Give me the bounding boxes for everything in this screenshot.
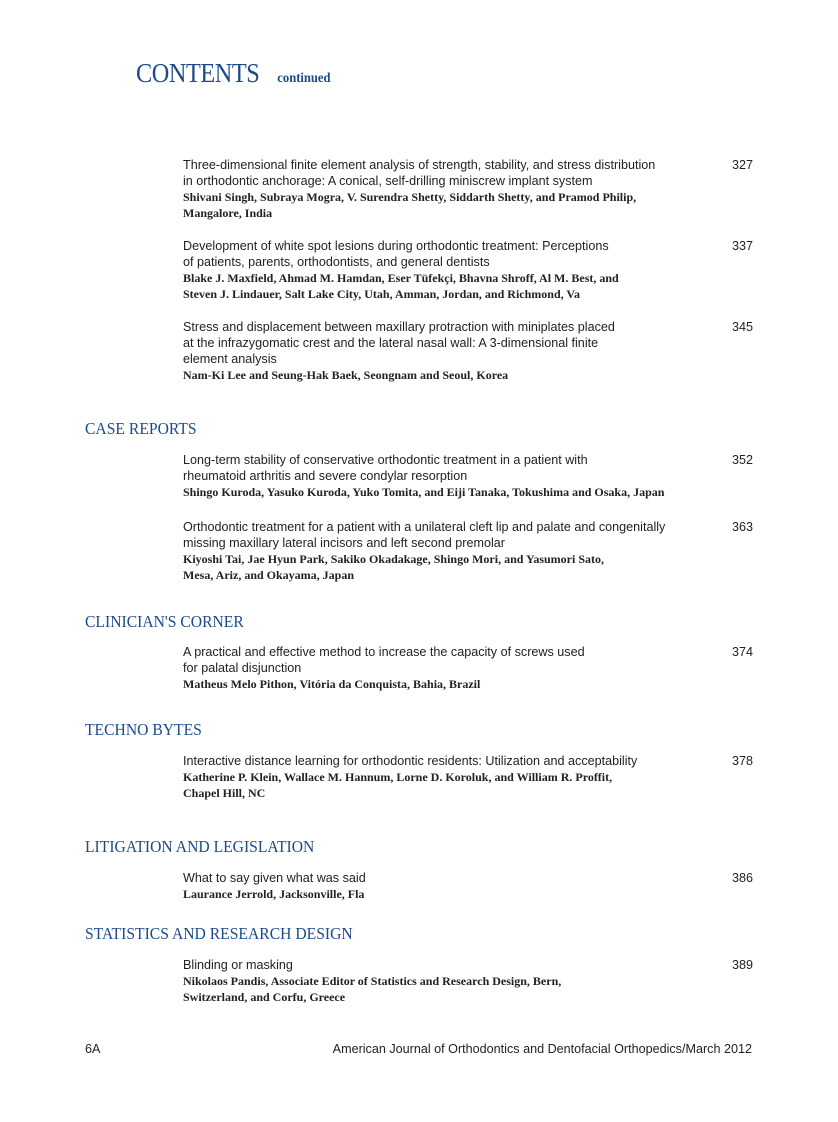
entry-authors-line: Shivani Singh, Subraya Mogra, V. Surendra Shetty, Siddarth Shetty, and Pramod Philip,: [183, 190, 637, 204]
entry-authors-line: Steven J. Lindauer, Salt Lake City, Utah, Amman, Jordan, and Richmond, Va: [183, 287, 580, 301]
toc-entry[interactable]: [183, 452, 753, 500]
entry-title-line: Long-term stability of conservative orthodontic treatment in a patient with: [183, 453, 588, 467]
page-footer: [85, 1042, 752, 1056]
toc-entry[interactable]: [183, 238, 753, 302]
entry-authors-line: Nam-Ki Lee and Seung-Hak Baek, Seongnam and Seoul, Korea: [183, 368, 509, 382]
entry-authors-line: Shingo Kuroda, Yasuko Kuroda, Yuko Tomita, and Eiji Tanaka, Tokushima and Osaka, Japan: [183, 485, 665, 499]
entry-page-number: 337: [731, 239, 753, 253]
footer-page-number: 6A: [85, 1042, 101, 1056]
toc-entry[interactable]: [183, 519, 753, 583]
entry-authors-line: Nikolaos Pandis, Associate Editor of Statistics and Research Design, Bern,: [183, 974, 562, 988]
entry-authors-line: Katherine P. Klein, Wallace M. Hannum, Lorne D. Koroluk, and William R. Proffit,: [183, 770, 613, 784]
entry-page-number: 386: [731, 871, 753, 885]
title-continued: continued: [277, 71, 331, 86]
section-heading: CASE REPORTS: [85, 419, 197, 438]
entry-page-number: 352: [731, 453, 753, 467]
entry-title-line: rheumatoid arthritis and severe condylar resorption: [183, 469, 468, 483]
entry-title-line: element analysis: [183, 352, 277, 366]
entry-authors-line: Chapel Hill, NC: [183, 786, 266, 800]
toc-entry[interactable]: [183, 753, 753, 801]
entry-page-number: 389: [731, 958, 753, 972]
entry-title-line: of patients, parents, orthodontists, and general dentists: [183, 255, 490, 269]
toc-entry[interactable]: [183, 644, 753, 692]
entry-title-line: Three-dimensional finite element analysis of strength, stability, and stress distribution: [183, 158, 656, 172]
toc-entry[interactable]: [183, 957, 753, 1005]
entry-title-line: What to say given what was said: [183, 871, 366, 885]
entry-title-line: Interactive distance learning for orthodontic residents: Utilization and acceptability: [183, 754, 638, 768]
entry-title-line: Stress and displacement between maxillary protraction with miniplates placed: [183, 320, 615, 334]
section-heading: CLINICIAN'S CORNER: [85, 612, 244, 631]
section-heading: TECHNO BYTES: [85, 720, 202, 739]
entry-authors-line: Kiyoshi Tai, Jae Hyun Park, Sakiko Okadakage, Shingo Mori, and Yasumori Sato,: [183, 552, 604, 566]
entry-authors-line: Mesa, Ariz, and Okayama, Japan: [183, 568, 355, 582]
entry-title-line: in orthodontic anchorage: A conical, self-drilling miniscrew implant system: [183, 174, 593, 188]
entry-title-line: for palatal disjunction: [183, 661, 302, 675]
entry-title-line: Orthodontic treatment for a patient with a unilateral cleft lip and palate and congenitally: [183, 520, 666, 534]
entry-title-line: at the infrazygomatic crest and the lateral nasal wall: A 3-dimensional finite: [183, 336, 599, 350]
entry-page-number: 345: [731, 320, 753, 334]
page-title: [136, 58, 331, 89]
section-heading: LITIGATION AND LEGISLATION: [85, 837, 315, 856]
entry-page-number: 327: [731, 158, 753, 172]
entry-page-number: 363: [731, 520, 753, 534]
entry-title-line: Blinding or masking: [183, 958, 293, 972]
toc-entry[interactable]: [183, 319, 753, 383]
entry-authors-line: Laurance Jerrold, Jacksonville, Fla: [183, 887, 365, 901]
entry-page-number: 378: [731, 754, 753, 768]
entry-title-line: A practical and effective method to increase the capacity of screws used: [183, 645, 585, 659]
entry-page-number: 374: [731, 645, 753, 659]
toc-entry[interactable]: [183, 157, 753, 221]
entry-authors-line: Blake J. Maxfield, Ahmad M. Hamdan, Eser Tüfekçi, Bhavna Shroff, Al M. Best, and: [183, 271, 619, 285]
footer-journal: American Journal of Orthodontics and Dentofacial Orthopedics/March 2012: [332, 1042, 752, 1056]
toc-entry[interactable]: [183, 870, 753, 902]
entry-authors-line: Mangalore, India: [183, 206, 273, 220]
title-text: CONTENTS: [136, 58, 260, 88]
entry-authors-line: Matheus Melo Pithon, Vitória da Conquista, Bahia, Brazil: [183, 677, 481, 691]
entry-title-line: missing maxillary lateral incisors and left second premolar: [183, 536, 505, 550]
entry-authors-line: Switzerland, and Corfu, Greece: [183, 990, 346, 1004]
section-heading: STATISTICS AND RESEARCH DESIGN: [85, 924, 353, 943]
entry-title-line: Development of white spot lesions during orthodontic treatment: Perceptions: [183, 239, 609, 253]
